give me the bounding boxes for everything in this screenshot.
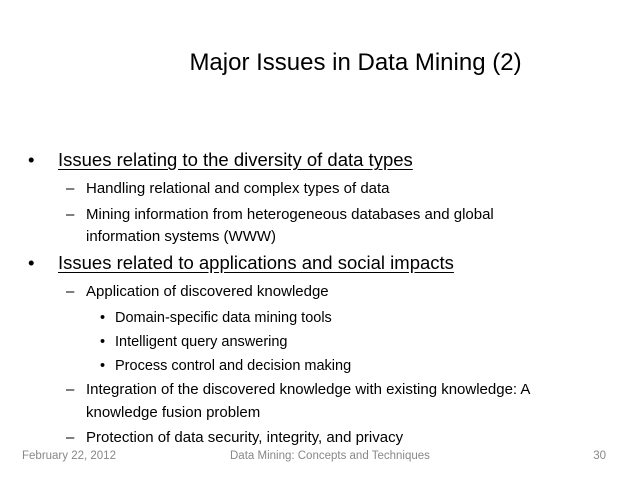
sub-item-text: Protection of data security, integrity, and privacy [86, 429, 404, 446]
bullet-marker: • [28, 252, 35, 273]
sub-item-text: Handling relational and complex types of data [86, 180, 390, 197]
sub-item-text: Mining information from heterogeneous databases and global [86, 206, 494, 223]
bullet-text: Issues related to applications and social impacts [58, 252, 454, 273]
sub-bullet-marker: • [100, 334, 106, 350]
dash-marker: – [66, 283, 75, 300]
dash-marker: – [66, 180, 75, 197]
footer-title: Data Mining: Concepts and Techniques [230, 450, 430, 462]
dash-marker: – [66, 429, 75, 446]
sub-item-text: Integration of the discovered knowledge with existing knowledge: A [86, 381, 531, 398]
sub-sub-item-text: Domain-specific data mining tools [115, 310, 332, 326]
sub-item-text-continued: information systems (WWW) [86, 228, 277, 245]
dash-marker: – [66, 381, 75, 398]
footer-page-number: 30 [593, 450, 606, 462]
dash-marker: – [66, 206, 75, 223]
sub-bullet-marker: • [100, 310, 106, 326]
slide-title: Major Issues in Data Mining (2) [189, 49, 522, 76]
sub-item-text-continued: knowledge fusion problem [86, 404, 261, 421]
sub-bullet-marker: • [100, 358, 106, 374]
sub-item-text: Application of discovered knowledge [86, 283, 329, 300]
sub-sub-item-text: Intelligent query answering [115, 334, 288, 350]
sub-sub-item-text: Process control and decision making [115, 358, 352, 374]
bullet-text: Issues relating to the diversity of data types [58, 149, 413, 170]
bullet-marker: • [28, 149, 35, 170]
footer-date: February 22, 2012 [22, 450, 116, 462]
